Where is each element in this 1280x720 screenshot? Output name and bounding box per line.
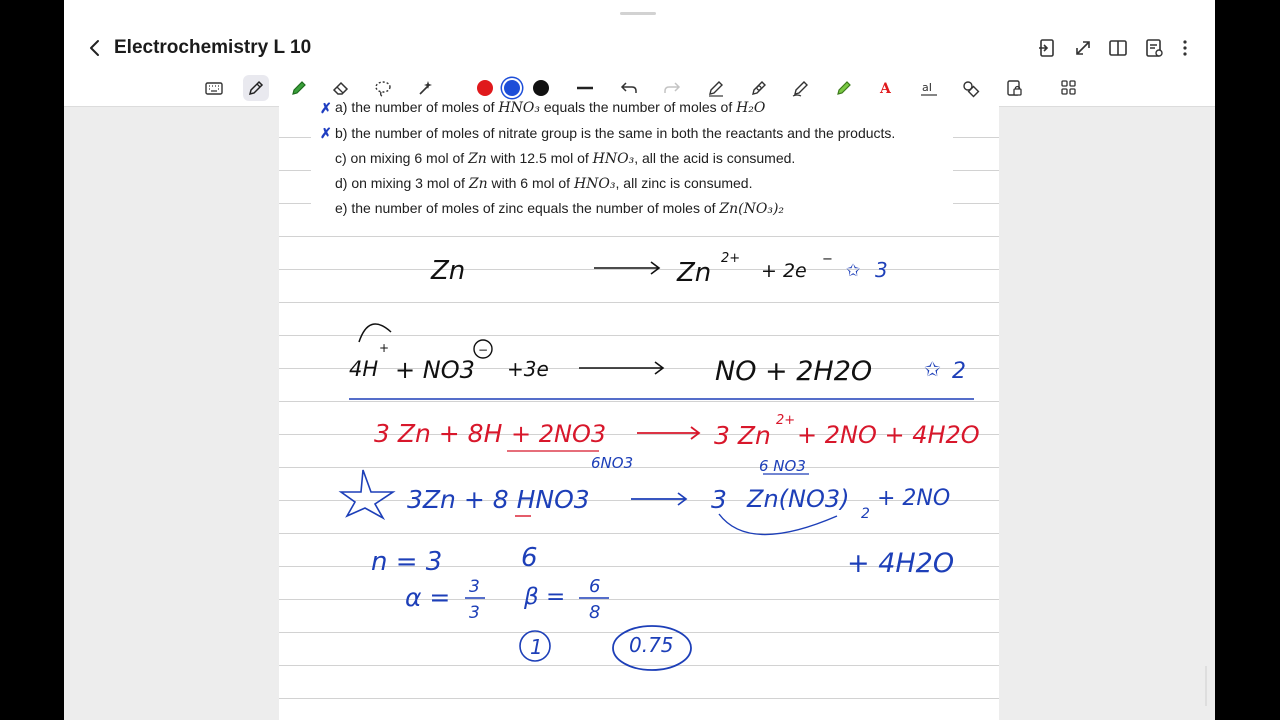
molecular-right: Zn(NO3) xyxy=(747,485,850,513)
eq1-charge: 2+ xyxy=(721,251,741,266)
net-left: 3 Zn + 8H xyxy=(374,419,503,448)
svg-text:A: A xyxy=(880,81,891,97)
ink-settings-icon[interactable] xyxy=(749,78,769,98)
document-title: Electrochemistry L 10 xyxy=(114,37,312,58)
nitrate-right: 6 NO3 xyxy=(759,457,806,475)
alpha-den: 3 xyxy=(469,603,480,623)
eraser-icon[interactable] xyxy=(331,78,351,98)
notebook-page[interactable] xyxy=(279,99,999,720)
handwritten-notes xyxy=(279,106,999,720)
beta-label: β = xyxy=(524,584,566,610)
redo-icon[interactable] xyxy=(662,78,682,98)
grid-icon[interactable] xyxy=(1059,78,1079,98)
export-icon[interactable] xyxy=(1036,37,1058,59)
book-icon[interactable] xyxy=(1107,37,1129,59)
star-icon: ✩ xyxy=(924,359,941,381)
app-header xyxy=(64,0,1215,107)
n-label: n = 3 xyxy=(371,547,443,577)
cross-mark-b: ✗ xyxy=(320,125,332,141)
eq2-products: NO + 2H2O xyxy=(715,356,873,387)
eq1-right: Zn xyxy=(677,258,712,288)
alpha-label: α = xyxy=(405,583,451,612)
eq1-arrow xyxy=(594,262,659,274)
drag-handle[interactable] xyxy=(620,12,656,15)
arc-mark xyxy=(359,324,391,342)
color-blue-selected[interactable] xyxy=(504,80,520,96)
highlighter-pen-icon[interactable] xyxy=(834,78,854,98)
net-arrow xyxy=(637,427,699,439)
calculations xyxy=(371,543,691,670)
eq2-left: 4H xyxy=(349,357,379,381)
molecular-left: 3Zn + 8 HNO3 xyxy=(407,485,590,514)
half-reaction-oxidation xyxy=(430,251,833,288)
eq2-electrons: +3e xyxy=(507,357,549,381)
highlighter-icon[interactable] xyxy=(289,78,309,98)
text-box-icon[interactable] xyxy=(919,78,939,98)
scrollbar[interactable] xyxy=(1205,666,1207,706)
eq1-left: Zn xyxy=(431,256,466,286)
lasso-icon[interactable] xyxy=(373,78,393,98)
eq2-plus-sign: + xyxy=(379,341,390,355)
eq2-arrow xyxy=(579,362,663,374)
eq1-multiplier: 3 xyxy=(875,258,888,282)
water: + 4H2O xyxy=(847,548,955,579)
eq2-nitrate: + NO3 xyxy=(395,356,475,384)
pen-style-icon[interactable] xyxy=(706,78,726,98)
result1: 1 xyxy=(530,635,543,659)
net-ionic-equation xyxy=(374,413,980,451)
option-d: d) on mixing 3 mol of Zn with 6 mol of HNO₃, all zinc is consumed. xyxy=(335,175,753,192)
pen-nib-icon[interactable] xyxy=(791,78,811,98)
n-value2: 6 xyxy=(521,543,538,573)
notes-app xyxy=(64,0,1215,720)
eq1-product: + 2e xyxy=(761,260,807,282)
beta-num: 6 xyxy=(589,576,601,597)
expand-icon[interactable] xyxy=(1072,37,1094,59)
option-e: e) the number of moles of zinc equals the number of moles of Zn(NO₃)₂ xyxy=(335,200,785,217)
curve-mark xyxy=(719,514,837,535)
back-arrow-icon[interactable] xyxy=(84,36,106,60)
magic-icon[interactable] xyxy=(415,78,435,98)
more-options-icon[interactable] xyxy=(1174,37,1196,59)
star-icon: ✩ xyxy=(846,261,861,280)
eq2-multiplier: 2 xyxy=(952,359,966,384)
keyboard-icon[interactable] xyxy=(204,78,224,98)
option-c: c) on mixing 6 mol of Zn with 12.5 mol of HNO₃, all the acid is consumed. xyxy=(335,150,796,167)
beta-den: 8 xyxy=(589,602,601,623)
line-thickness-icon[interactable] xyxy=(575,78,595,98)
eq1-minus: − xyxy=(822,252,833,267)
net-right: 3 Zn xyxy=(714,421,771,450)
cross-mark-a: ✗ xyxy=(320,100,332,116)
shapes-icon[interactable] xyxy=(961,78,981,98)
option-b: b) the number of moles of nitrate group is the same in both the reactants and the products. xyxy=(335,125,896,141)
page-settings-icon[interactable] xyxy=(1143,37,1165,59)
half-reaction-reduction xyxy=(349,324,872,387)
lock-icon[interactable] xyxy=(1004,78,1024,98)
eq2-minus: − xyxy=(478,343,489,357)
molecular-right2: + 2NO xyxy=(877,486,951,511)
molecular-coeff: 3 xyxy=(711,485,727,514)
net-left2: + 2NO3 xyxy=(511,420,607,448)
color-red[interactable] xyxy=(477,80,493,96)
pen-icon[interactable] xyxy=(246,78,266,98)
nitrate-left: 6NO3 xyxy=(591,454,634,472)
option-a: a) the number of moles of HNO₃ equals the number of moles of H₂O xyxy=(335,99,766,116)
result2: 0.75 xyxy=(629,633,674,657)
molecular-sub: 2 xyxy=(861,506,870,522)
net-right-charge: 2+ xyxy=(776,413,796,428)
net-right2: + 2NO + 4H2O xyxy=(797,421,980,449)
star-drawn-icon xyxy=(341,470,393,518)
alpha-num: 3 xyxy=(469,577,480,597)
undo-icon[interactable] xyxy=(619,78,639,98)
molecular-arrow xyxy=(631,493,686,505)
color-black[interactable] xyxy=(533,80,549,96)
text-pen-icon[interactable] xyxy=(876,78,896,98)
svg-text:aI: aI xyxy=(922,81,932,94)
